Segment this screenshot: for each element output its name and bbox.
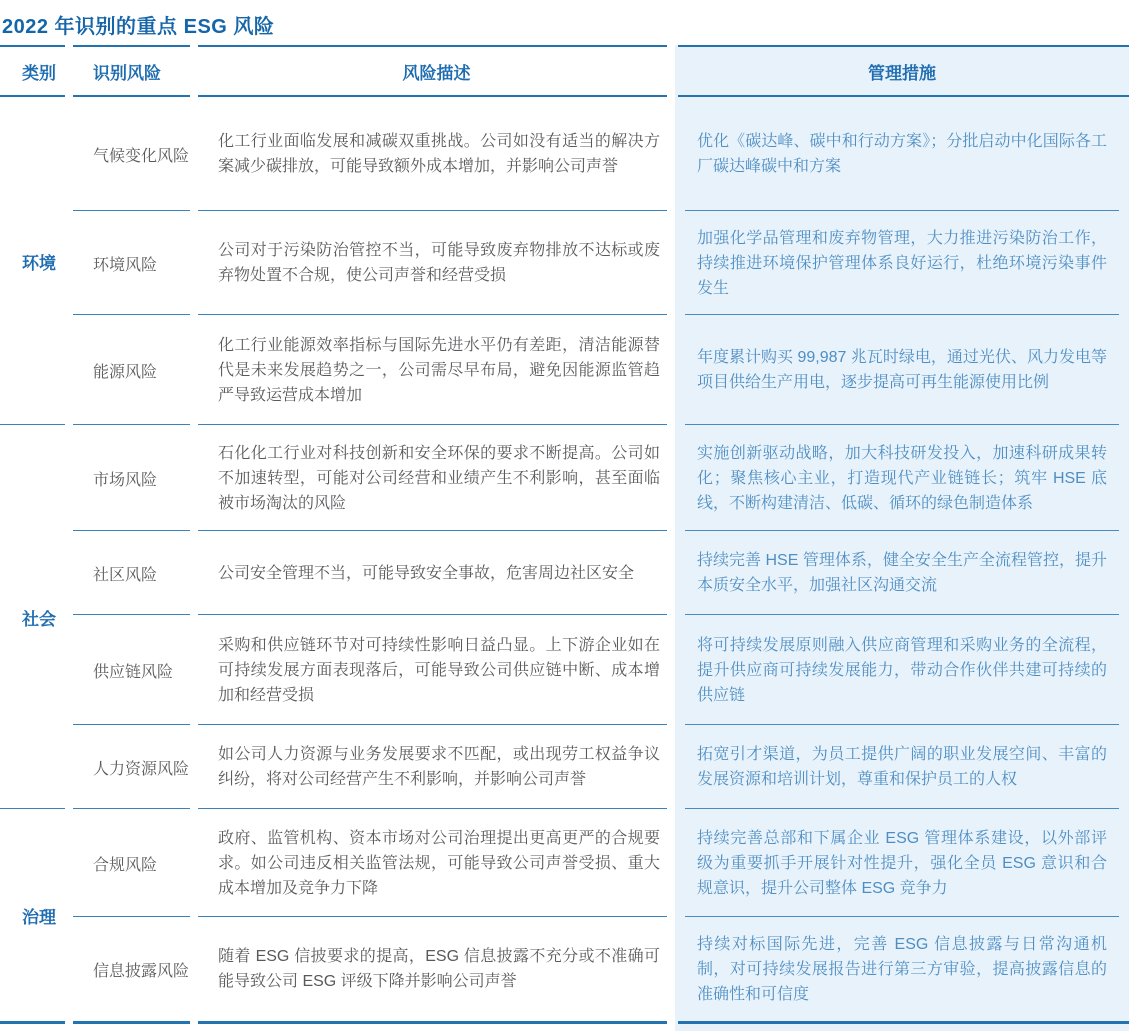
risk-name-disclosure: 信息披露风险 [93, 962, 190, 980]
risk-description-supply-chain: 采购和供应链环节对可持续性影响日益凸显。上下游企业如在可持续发展方面表现落后，可能导致公司供应链中断、成本增加和经营受损 [198, 615, 675, 725]
risk-name-community: 社区风险 [73, 531, 198, 615]
risk-description-human-resources: 如公司人力资源与业务发展要求不匹配，或出现劳工权益争议纠纷，将对公司经营产生不利影响，并影响公司声誉 [198, 725, 675, 809]
risk-description-disclosure: 随着 ESG 信披要求的提高，ESG 信息披露不充分或不准确可能导致公司 ESG 评级下降并影响公司声誉 [218, 948, 660, 990]
risk-description-community: 公司安全管理不当，可能导致安全事故，危害周边社区安全 [198, 531, 675, 615]
risk-name-market: 市场风险 [73, 425, 198, 531]
esg-risk-table [0, 45, 1129, 1031]
category-governance: 治理 [22, 907, 56, 927]
table-bottom-border [73, 1021, 198, 1031]
risk-measures-environment: 加强化学品管理和废弃物管理，大力推进污染防治工作，持续推进环境保护管理体系良好运行，杜绝环境污染事件发生 [675, 211, 1129, 315]
risk-name-supply-chain: 供应链风险 [73, 615, 198, 725]
risk-description-market: 石化化工行业对科技创新和安全环保的要求不断提高。公司如不加速转型，可能对公司经营和业绩产生不利影响，甚至面临被市场淘汰的风险 [198, 425, 675, 531]
risk-measures-supply-chain: 将可持续发展原则融入供应商管理和采购业务的全流程，提升供应商可持续发展能力，带动合作伙伴共建可持续的供应链 [675, 615, 1129, 725]
table-bottom-border [198, 1021, 675, 1031]
risk-measures-energy: 年度累计购买 99,987 兆瓦时绿电，通过光伏、风力发电等项目供给生产用电，逐步提高可再生能源使用比例 [675, 315, 1129, 425]
risk-description-climate: 化工行业面临发展和减碳双重挑战。公司如没有适当的解决方案减少碳排放，可能导致额外成本增加，并影响公司声誉 [198, 97, 675, 211]
header-risk: 识别风险 [73, 45, 198, 97]
risk-name-energy: 能源风险 [73, 315, 198, 425]
risk-measures-disclosure: 持续对标国际先进，完善 ESG 信息披露与日常沟通机制，对可持续发展报告进行第三方审验，提高披露信息的准确性和可信度 [675, 917, 1129, 1021]
risk-description-environment: 公司对于污染防治管控不当，可能导致废弃物排放不达标或废弃物处置不合规，使公司声誉和经营受损 [198, 211, 675, 315]
risk-measures-community: 持续完善 HSE 管理体系，健全安全生产全流程管控，提升本质安全水平，加强社区沟通交流 [675, 531, 1129, 615]
category-society: 社会 [0, 425, 73, 809]
risk-name-climate: 气候变化风险 [73, 97, 198, 211]
risk-description-compliance: 政府、监管机构、资本市场对公司治理提出更高更严的合规要求。如公司违反相关监管法规，可能导致公司声誉受损、重大成本增加及竞争力下降 [198, 809, 675, 917]
risk-measures-human-resources: 拓宽引才渠道，为员工提供广阔的职业发展空间、丰富的发展资源和培训计划，尊重和保护员工的人权 [675, 725, 1129, 809]
page-title: 2022 年识别的重点 ESG 风险 [2, 16, 275, 38]
risk-measures-climate: 优化《碳达峰、碳中和行动方案》；分批启动中化国际各工厂碳达峰碳中和方案 [675, 97, 1129, 211]
table-bottom-border [675, 1021, 1129, 1031]
risk-name-compliance: 合规风险 [73, 809, 198, 917]
header-description: 风险描述 [198, 45, 675, 97]
table-bottom-border [0, 1021, 73, 1031]
risk-name-environment: 环境风险 [73, 211, 198, 315]
header-category: 类别 [0, 45, 73, 97]
risk-description-energy: 化工行业能源效率指标与国际先进水平仍有差距，清洁能源替代是未来发展趋势之一，公司需尽早布局，避免因能源监管趋严导致运营成本增加 [198, 315, 675, 425]
category-environment: 环境 [0, 97, 73, 425]
header-measures: 管理措施 [675, 45, 1129, 97]
risk-measures-compliance: 持续完善总部和下属企业 ESG 管理体系建设，以外部评级为重要抓手开展针对性提升，强化全员 ESG 意识和合规意识，提升公司整体 ESG 竞争力 [675, 809, 1129, 917]
risk-name-human-resources: 人力资源风险 [73, 725, 198, 809]
risk-measures-market: 实施创新驱动战略，加大科技研发投入，加速科研成果转化；聚焦核心主业，打造现代产业链链长；筑牢 HSE 底线，不断构建清洁、低碳、循环的绿色制造体系 [675, 425, 1129, 531]
